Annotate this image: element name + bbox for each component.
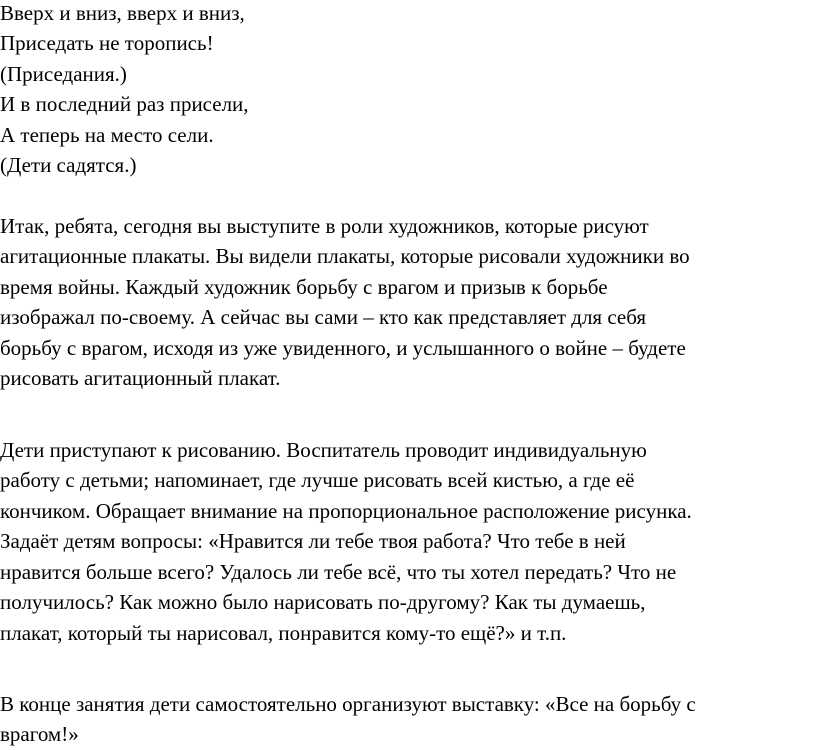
paragraph-1-line: время войны. Каждый художник борьбу с врагом и призыв к борьбе [0, 275, 608, 299]
paragraph-1-line: борьбу с врагом, исходя из уже увиденного, и услышанного о войне – будете [0, 336, 686, 360]
poem-line: (Приседания.) [0, 62, 127, 86]
poem-line: А теперь на место сели. [0, 123, 214, 147]
paragraph-3-line: В конце занятия дети самостоятельно организуют выставку: «Все на борьбу с [0, 692, 696, 716]
poem-line: (Дети садятся.) [0, 153, 137, 177]
paragraph-2-line: получилось? Как можно было нарисовать по-другому? Как ты думаешь, [0, 590, 646, 614]
poem-line: И в последний раз присели, [0, 92, 249, 116]
paragraph-3-line: врагом!» [0, 722, 79, 746]
paragraph-2-line: работу с детьми; напоминает, где лучше рисовать всей кистью, а где её [0, 468, 635, 492]
paragraph-2-line: Задаёт детям вопросы: «Нравится ли тебе твоя работа? Что тебе в ней [0, 529, 626, 553]
paragraph-2-line: Дети приступают к рисованию. Воспитатель проводит индивидуальную [0, 438, 647, 462]
paragraph-2-line: нравится больше всего? Удалось ли тебе всё, что ты хотел передать? Что не [0, 560, 677, 584]
paragraph-1-line: изображал по-своему. А сейчас вы сами – кто как представляет для себя [0, 305, 647, 329]
paragraph-1-line: агитационные плакаты. Вы видели плакаты, которые рисовали художники во [0, 244, 690, 268]
paragraph-2-line: плакат, который ты нарисовал, понравится кому-то ещё?» и т.п. [0, 621, 567, 645]
poem-line: Приседать не торопись! [0, 31, 214, 55]
paragraph-1-line: Итак, ребята, сегодня вы выступите в роли художников, которые рисуют [0, 214, 649, 238]
paragraph-1-line: рисовать агитационный плакат. [0, 366, 281, 390]
poem-line: Вверх и вниз, вверх и вниз, [0, 1, 245, 25]
paragraph-2-line: кончиком. Обращает внимание на пропорциональное расположение рисунка. [0, 499, 692, 523]
